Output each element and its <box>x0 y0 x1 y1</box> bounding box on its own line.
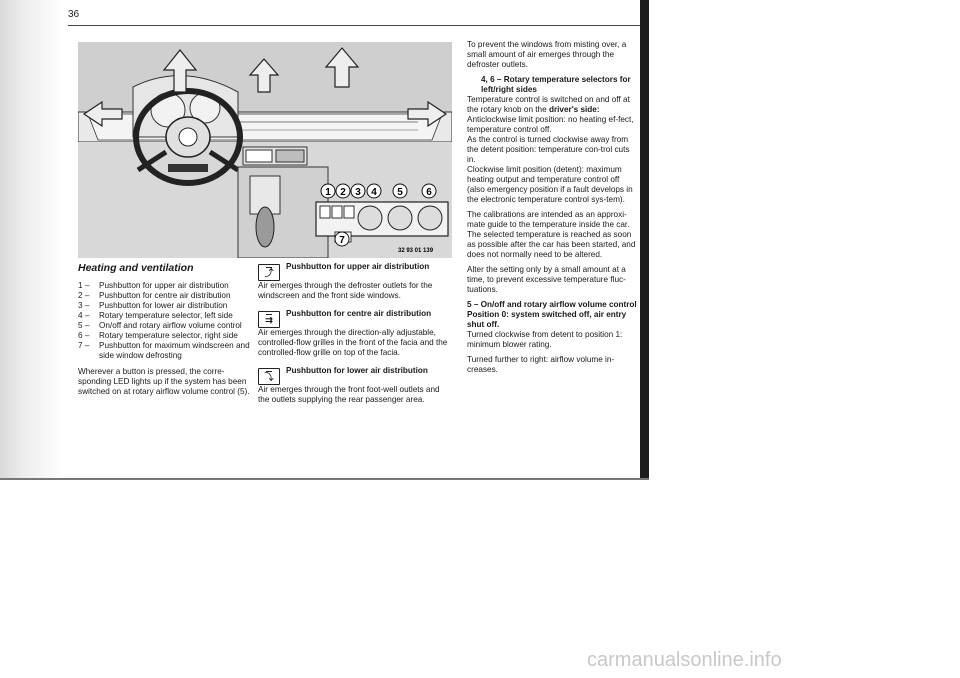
middle-column <box>258 262 450 413</box>
page-edge <box>640 0 649 478</box>
scan-shadow <box>0 0 60 480</box>
section-heading: Heating and ventilation <box>78 262 194 274</box>
anticlockwise-text: Anticlockwise limit position: no heating ef-fect, temperature control off. <box>467 115 634 134</box>
list-item: 4 – Rotary temperature selector, left side <box>78 311 233 320</box>
dashboard-illustration <box>78 42 452 258</box>
position-one-text: Turned clockwise from detent to position 1: minimum blower rating. <box>467 330 623 349</box>
callout-5-label: 5 <box>397 187 403 198</box>
page-bottom-edge <box>0 478 649 480</box>
limit-text: Clockwise limit position (detent): maximum heating output and temperature control off (also emergency position if a fault develops in the electronic temperature control sys-tem). <box>467 165 633 204</box>
led-note: Wherever a button is pressed, the corre-sponding LED lights up if the system has been switched on at rotary airflow volume control (5). <box>78 367 250 396</box>
centre-air-icon: ⇉ <box>258 311 280 328</box>
header-rule <box>68 25 646 26</box>
block-title: Pushbutton for lower air distribution <box>286 366 428 375</box>
figure-code: 32 93 01 139 <box>398 248 434 254</box>
dashboard-drawing <box>78 42 452 258</box>
block-text: Air emerges through the front foot-well outlets and the outlets supplying the rear passenger area. <box>258 385 440 404</box>
centre-air-block <box>258 309 450 358</box>
airflow-heading: 5 – On/off and rotary airflow volume control <box>467 300 637 309</box>
temp-control-intro: Temperature control is switched on and off at the rotary knob on the driver's side: <box>467 95 630 114</box>
callout-3-label: 3 <box>355 187 361 198</box>
callout-1-label: 1 <box>325 187 331 198</box>
temp-selector-heading: 4, 6 – Rotary temperature selectors for left/right sides <box>481 75 631 94</box>
calibration-text: The calibrations are intended as an approxi-mate guide to the temperature inside the car. The selected temperature is reached as soon as possible after the car has been started, and does not normally need to be altered. <box>467 210 636 259</box>
block-title: Pushbutton for centre air distribution <box>286 309 432 318</box>
block-title: Pushbutton for upper air distribution <box>286 262 430 271</box>
increase-text: Turned further to right: airflow volume in-creases. <box>467 355 615 374</box>
lower-air-icon: ⤵ <box>258 368 280 385</box>
callout-4-label: 4 <box>371 187 377 198</box>
block-text: Air emerges through the defroster outlets for the windscreen and the front side windows. <box>258 281 433 300</box>
lower-air-block <box>258 366 450 405</box>
list-item: 5 – On/off and rotary airflow volume control <box>78 321 242 330</box>
callout-2-label: 2 <box>340 187 346 198</box>
list-item: 6 – Rotary temperature selector, right side <box>78 331 238 340</box>
watermark: carmanualsonline.info <box>587 649 782 671</box>
callout-6-label: 6 <box>426 187 432 198</box>
misting-note: To prevent the windows from misting over, a small amount of air emerges through the defroster outlets. <box>467 40 627 69</box>
page-number: 36 <box>68 9 80 20</box>
list-item: 7 – Pushbutton for maximum windscreen and side window defrosting <box>78 341 250 360</box>
list-item: 1 – Pushbutton for upper air distribution <box>78 281 229 290</box>
list-item: 3 – Pushbutton for lower air distribution <box>78 301 228 310</box>
left-column <box>78 263 253 402</box>
position-zero-text: Position 0: system switched off, air entry shut off. <box>467 310 627 329</box>
upper-air-block <box>258 262 450 301</box>
right-column <box>467 40 639 380</box>
block-text: Air emerges through the direction-ally adjustable, controlled-flow grilles in the front of the facia and the controlled-flow grille on top of the facia. <box>258 328 448 357</box>
adjust-text: Alter the setting only by a small amount at a time, to prevent excessive temperature fluc-tuations. <box>467 265 626 294</box>
list-item: 2 – Pushbutton for centre air distribution <box>78 291 231 300</box>
callout-7-label: 7 <box>339 235 345 246</box>
clockwise-text: As the control is turned clockwise away from the detent position: temperature con-trol cuts in. <box>467 135 630 164</box>
upper-air-icon: ⤴ <box>258 264 280 281</box>
